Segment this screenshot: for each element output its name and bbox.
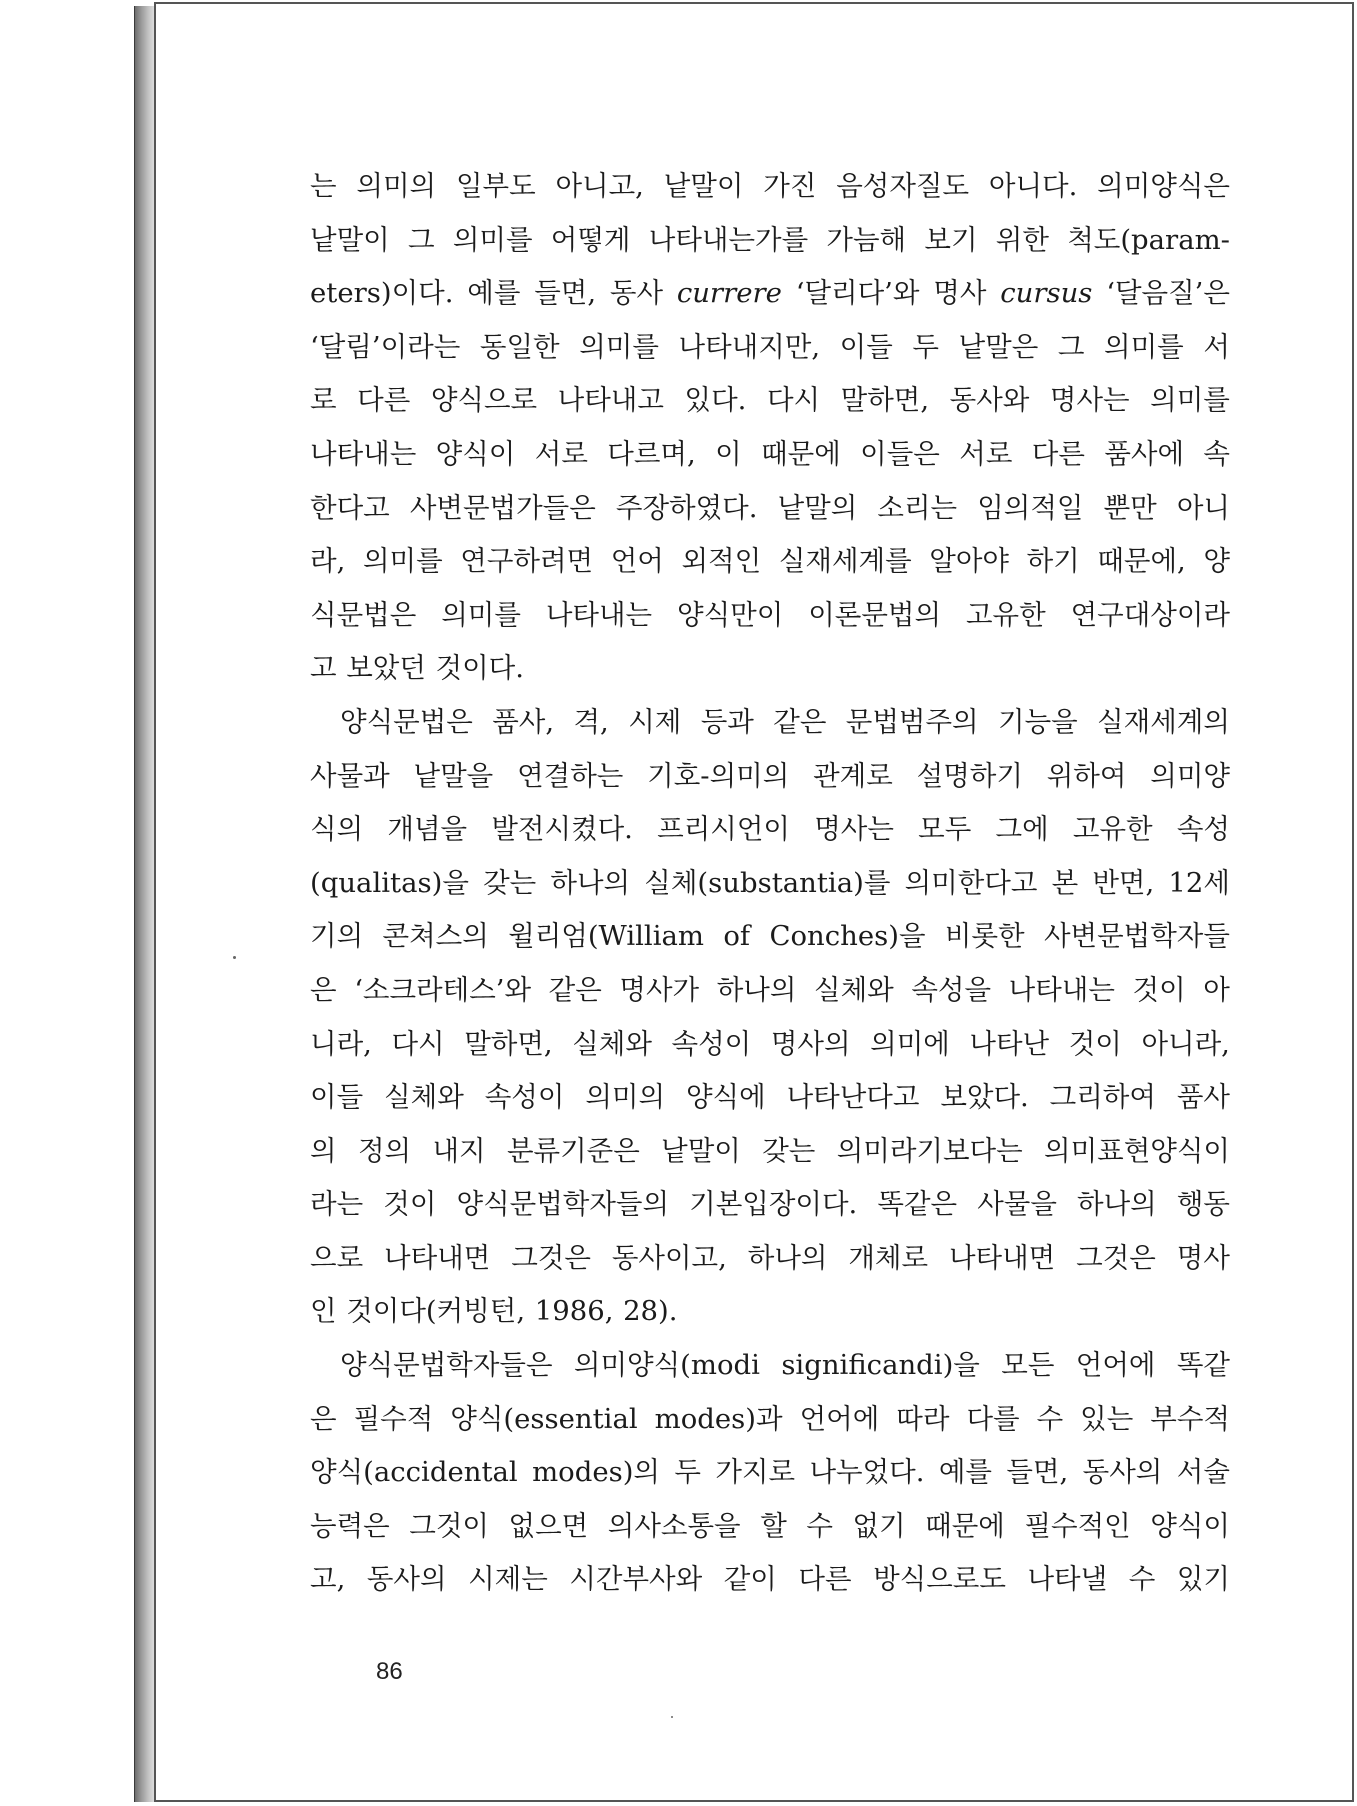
text-word: 연결하는 xyxy=(517,759,624,792)
text-word: 때문에 xyxy=(925,1509,1005,1542)
text-line xyxy=(310,696,1230,750)
text-word: 다시 xyxy=(391,1027,445,1060)
text-word: 의미를 xyxy=(362,545,443,578)
scan-speck xyxy=(233,956,236,959)
text-word: 으로 xyxy=(310,1241,364,1274)
text-word: 낱말이 xyxy=(310,223,390,256)
text-line xyxy=(310,1125,1230,1179)
text-word: 발전시켰다. xyxy=(491,813,633,846)
text-word: 것이 xyxy=(1068,1027,1122,1060)
text-word: (qualitas)을 xyxy=(310,866,469,899)
text-word: 낱말이 xyxy=(663,170,744,202)
text-line xyxy=(310,750,1230,804)
text-word: 고 xyxy=(310,652,337,685)
text-word: 의미양 xyxy=(1150,759,1230,792)
text-word: 비롯한 xyxy=(944,920,1025,953)
text-word: 동사이고, xyxy=(611,1241,727,1274)
text-word: 고유한 xyxy=(965,598,1046,631)
text-word: 로 xyxy=(310,384,337,417)
text-word: 같이 xyxy=(723,1563,777,1596)
text-word: 동사의 xyxy=(366,1563,447,1596)
text-word: 하나의 xyxy=(550,866,631,899)
text-word: 사물과 xyxy=(310,759,390,792)
text-word: 의미표현양식이 xyxy=(1044,1134,1230,1167)
text-word: 이들은 xyxy=(860,437,940,470)
text-word: 연구대상이라 xyxy=(1070,598,1230,631)
text-word: 들면, xyxy=(534,277,597,310)
text-word: 양식문법은 xyxy=(340,705,473,738)
text-word: 말하면, xyxy=(464,1027,553,1060)
text-word: 예를 xyxy=(938,1456,992,1489)
text-word: eters)이다. xyxy=(310,277,454,310)
text-word: 의미를 xyxy=(579,330,659,363)
text-word: 것이 xyxy=(1132,973,1186,1006)
text-line xyxy=(310,374,1230,428)
text-word: 아니고, xyxy=(555,170,644,202)
text-word: 나타내는 xyxy=(310,437,417,470)
text-word: 정의 xyxy=(357,1134,412,1167)
text-word: 그 xyxy=(1057,330,1085,363)
text-word: significandi)을 xyxy=(781,1349,980,1382)
text-line xyxy=(310,857,1230,911)
text-word: 나타내는 xyxy=(545,598,653,631)
text-word: 의 xyxy=(310,1134,337,1167)
text-line xyxy=(310,642,1230,696)
text-word: 동사와 xyxy=(949,384,1030,417)
text-word: 하기 xyxy=(1026,545,1080,578)
text-word: 실체와 xyxy=(814,973,894,1006)
text-word: 윌리엄(William xyxy=(508,920,704,953)
text-line xyxy=(310,964,1230,1018)
text-word: 양식문법학자들의 xyxy=(456,1188,670,1221)
text-word: 기의 xyxy=(310,920,364,953)
text-word: 명사가 xyxy=(619,973,700,1006)
text-word: 다르며, xyxy=(607,437,696,470)
text-word: ‘달림’이라는 xyxy=(310,330,461,363)
text-word: 그것은 xyxy=(1076,1241,1156,1274)
text-word: 연구하려면 xyxy=(460,545,594,578)
text-word: 알아야 xyxy=(929,545,1009,578)
text-word: 의미를 xyxy=(1150,384,1230,417)
text-word: 식의 xyxy=(310,813,364,846)
text-word: 나타내는 xyxy=(1008,973,1115,1006)
text-line xyxy=(310,1500,1230,1554)
text-word: 의미라기보다는 xyxy=(836,1134,1023,1167)
text-word: 콘쳐스의 xyxy=(382,920,489,953)
text-word: 나타내면 xyxy=(384,1241,491,1274)
text-word: 실체(substantia)를 xyxy=(644,866,891,899)
text-word: 두 xyxy=(674,1456,701,1489)
text-word: 양식이 xyxy=(435,437,516,470)
text-word: 동사의 xyxy=(1082,1456,1163,1489)
text-word: 아 xyxy=(1203,973,1230,1006)
text-word: 속성이 xyxy=(671,1027,752,1060)
text-word: 같은 xyxy=(548,973,602,1006)
text-word: 은 xyxy=(310,973,337,1006)
text-word: 개념을 xyxy=(387,813,468,846)
text-word: 따라 xyxy=(896,1402,950,1435)
text-word: 나타난 xyxy=(969,1027,1050,1060)
body-text xyxy=(310,160,1230,1607)
text-word: 언어에 xyxy=(1075,1349,1156,1382)
text-word: 이 xyxy=(715,437,742,470)
text-word: 명사는 xyxy=(814,813,894,846)
text-word: 임의적일 xyxy=(977,491,1084,524)
text-word: 동일한 xyxy=(479,330,560,363)
text-word: 다시 xyxy=(766,384,821,417)
text-word: 명사 xyxy=(933,277,987,310)
text-word: 낱말이 xyxy=(661,1134,741,1167)
text-word: 수 xyxy=(806,1509,833,1542)
text-word: 사물을 xyxy=(977,1188,1057,1221)
text-word: 기호-의미의 xyxy=(647,759,790,792)
text-word: ‘달음질’은 xyxy=(1106,277,1230,310)
text-word: 양식이 xyxy=(1150,1509,1230,1542)
text-word: 낱말의 xyxy=(777,491,858,524)
text-word: 가늠해 xyxy=(826,223,907,256)
text-word: 부수적 xyxy=(1150,1402,1230,1435)
text-word: 모두 xyxy=(918,813,972,846)
text-word: 나타내고 xyxy=(557,384,664,417)
text-word: 본 xyxy=(1051,866,1079,899)
text-line xyxy=(310,1446,1230,1500)
text-word: 의미를 xyxy=(1104,330,1184,363)
text-word: 반면, xyxy=(1092,866,1155,899)
text-word: 의미를 xyxy=(452,223,533,256)
page-number: 86 xyxy=(376,1658,403,1685)
text-word: 28). xyxy=(623,1295,678,1328)
text-word: 사변문법학자들 xyxy=(1043,920,1230,953)
text-word: 나누었다. xyxy=(809,1456,925,1489)
text-word: 모든 xyxy=(1001,1349,1055,1382)
text-word: 언어 xyxy=(610,545,664,578)
text-word: 다른 xyxy=(798,1563,852,1596)
text-word: modes)과 xyxy=(654,1402,783,1435)
text-word: 프리시언이 xyxy=(657,813,790,846)
text-word: 이들 xyxy=(310,1081,364,1114)
text-word: 기본입장이다. xyxy=(689,1188,858,1221)
text-word: 시간부사와 xyxy=(569,1563,703,1596)
text-word: 의미의 xyxy=(585,1081,666,1114)
text-word: 위한 xyxy=(995,223,1049,256)
text-word: 척도(param- xyxy=(1067,223,1230,256)
text-word: 는 xyxy=(310,170,337,202)
text-word: cursus xyxy=(1000,277,1093,310)
text-word: 의미양식(modi xyxy=(573,1349,760,1382)
text-word: 그 xyxy=(407,223,435,256)
text-word: 수 xyxy=(1128,1563,1156,1596)
text-word: 필수적 xyxy=(353,1402,434,1435)
text-word: 양식(accidental xyxy=(310,1456,518,1489)
text-word: 의미를 xyxy=(441,598,521,631)
text-word: 있는 xyxy=(1080,1402,1134,1435)
page-corner xyxy=(156,4,170,18)
text-word: 품사, xyxy=(492,705,555,738)
text-word: 양식(essential xyxy=(450,1402,638,1435)
text-word: 보았다. xyxy=(940,1081,1029,1114)
text-word: 낱말은 xyxy=(958,330,1039,363)
text-word: 1986, xyxy=(534,1295,614,1328)
text-word: 아니 xyxy=(1176,491,1230,524)
text-word: 그것은 xyxy=(511,1241,591,1274)
text-word: 들면, xyxy=(1006,1456,1069,1489)
text-word: 나타내면 xyxy=(948,1241,1056,1274)
text-line xyxy=(310,1232,1230,1286)
text-word: 명사의 xyxy=(770,1027,851,1060)
text-word: 주장하였다. xyxy=(615,491,758,524)
scan-speck xyxy=(671,1716,673,1718)
text-word: 등과 xyxy=(700,705,754,738)
text-word: 의미한다고 xyxy=(904,866,1038,899)
text-word: 것이 xyxy=(383,1188,437,1221)
text-word: 양식만이 xyxy=(677,598,784,631)
book-spine xyxy=(134,6,156,1802)
text-word: 실체와 xyxy=(384,1081,464,1114)
text-word: 나타내는가를 xyxy=(648,223,809,256)
text-word: 능력은 xyxy=(310,1509,390,1542)
text-word: of xyxy=(723,920,751,953)
text-word: 양식에 xyxy=(685,1081,766,1114)
text-line xyxy=(310,1393,1230,1447)
text-word: 문법범주의 xyxy=(845,705,979,738)
text-word: 나타낼 xyxy=(1027,1563,1108,1596)
text-line xyxy=(310,482,1230,536)
text-word: 아니다. xyxy=(988,170,1078,202)
text-word: 가진 xyxy=(763,170,817,202)
text-word: 갖는 xyxy=(762,1134,816,1167)
text-line xyxy=(310,1553,1230,1607)
text-line xyxy=(310,1285,1230,1339)
text-word: 서술 xyxy=(1176,1456,1230,1489)
text-line xyxy=(310,160,1230,214)
text-word: 있다. xyxy=(684,384,747,417)
text-word: 다를 xyxy=(966,1402,1020,1435)
text-word: 말하면, xyxy=(840,384,930,417)
text-word: 기능을 xyxy=(998,705,1078,738)
text-word: modes)의 xyxy=(532,1456,660,1489)
text-line xyxy=(310,428,1230,482)
text-line xyxy=(310,910,1230,964)
text-word: 하나의 xyxy=(1077,1188,1157,1221)
text-line xyxy=(310,321,1230,375)
text-word: 보았던 xyxy=(346,652,426,685)
text-word: 갖는 xyxy=(483,866,537,899)
text-word: 은 xyxy=(310,1402,337,1435)
text-word: 명사 xyxy=(1176,1241,1230,1274)
text-word: 속성이 xyxy=(484,1081,565,1114)
text-word: 때문에, xyxy=(1097,545,1186,578)
text-word: 이론문법의 xyxy=(808,598,942,631)
text-word: 속 xyxy=(1203,437,1230,470)
text-word: 하나의 xyxy=(747,1241,828,1274)
text-word: 실체와 xyxy=(572,1027,652,1060)
text-word: 보기 xyxy=(924,223,978,256)
text-word: 나타내지만, xyxy=(678,330,821,363)
text-word: 니라, xyxy=(310,1027,372,1060)
text-word: 의미에 xyxy=(870,1027,950,1060)
text-word: 그에 xyxy=(995,813,1049,846)
text-word: 같은 xyxy=(773,705,827,738)
text-line xyxy=(310,1339,1230,1393)
text-word: 외적인 xyxy=(681,545,762,578)
text-word: 실재세계의 xyxy=(1097,705,1230,738)
text-word: 동사 xyxy=(609,277,664,310)
text-word: 품사 xyxy=(1176,1081,1230,1114)
text-word: 소리는 xyxy=(877,491,958,524)
text-word: 양식문법학자들은 xyxy=(340,1349,553,1382)
text-word: 똑같은 xyxy=(877,1188,958,1221)
text-word: 수 xyxy=(1036,1402,1064,1435)
text-word: 그리하여 xyxy=(1049,1081,1156,1114)
text-word: 식문법은 xyxy=(310,598,417,631)
text-word: 명사는 xyxy=(1049,384,1130,417)
text-word: currere xyxy=(676,277,782,310)
text-word: 할 xyxy=(760,1509,787,1542)
text-line xyxy=(310,1018,1230,1072)
text-word: 때문에 xyxy=(761,437,841,470)
text-word: 양식으로 xyxy=(430,384,538,417)
text-word: 어떻게 xyxy=(550,223,631,256)
text-word: 양 xyxy=(1203,545,1230,578)
text-word: 속성 xyxy=(1176,813,1230,846)
text-word: 격, xyxy=(573,705,609,738)
text-word: 낱말을 xyxy=(413,759,494,792)
text-word: 관계로 xyxy=(813,759,893,792)
text-word: 서 xyxy=(1203,330,1230,363)
text-word: ‘소크라테스’와 xyxy=(354,973,532,1006)
text-word: 똑같 xyxy=(1176,1349,1230,1382)
text-word: 의미의 xyxy=(356,170,437,202)
text-word: 가지로 xyxy=(715,1456,796,1489)
text-word: 아니라, xyxy=(1141,1027,1230,1060)
text-word: 이들 xyxy=(839,330,893,363)
text-line xyxy=(310,1071,1230,1125)
text-word: 12세 xyxy=(1168,866,1230,899)
text-word: 한다고 xyxy=(310,491,390,524)
text-line xyxy=(310,214,1230,268)
text-word: 인 xyxy=(310,1295,337,1328)
text-word: 없기 xyxy=(852,1509,906,1542)
text-word: Conches)을 xyxy=(769,920,926,953)
text-word: 내지 xyxy=(432,1134,486,1167)
text-word: 필수적인 xyxy=(1024,1509,1131,1542)
text-word: ‘달리다’와 xyxy=(795,277,920,310)
text-word: 것이다(커빙턴, xyxy=(346,1295,526,1328)
text-word: 그것이 xyxy=(409,1509,489,1542)
text-line xyxy=(310,1178,1230,1232)
text-word: 다른 xyxy=(1031,437,1085,470)
text-word: 시제는 xyxy=(468,1563,548,1596)
text-word: 나타난다고 xyxy=(786,1081,920,1114)
text-word: 행동 xyxy=(1176,1188,1230,1221)
text-line xyxy=(310,589,1230,643)
text-word: 하나의 xyxy=(716,973,797,1006)
text-word: 의사소통을 xyxy=(607,1509,741,1542)
text-word: 라는 xyxy=(310,1188,364,1221)
text-word: 품사에 xyxy=(1104,437,1185,470)
text-word: 시제 xyxy=(628,705,682,738)
text-word: 라, xyxy=(310,545,346,578)
text-word: 예를 xyxy=(467,277,521,310)
text-line xyxy=(310,535,1230,589)
text-word: 없으면 xyxy=(508,1509,589,1542)
text-word: 속성을 xyxy=(911,973,992,1006)
text-word: 고유한 xyxy=(1072,813,1153,846)
text-word: 설명하기 xyxy=(916,759,1023,792)
text-word: 뿐만 xyxy=(1103,491,1157,524)
text-word: 다른 xyxy=(357,384,411,417)
text-line xyxy=(310,803,1230,857)
text-word: 의미양식은 xyxy=(1097,170,1230,202)
text-word: 고, xyxy=(310,1563,346,1596)
text-word: 것이다. xyxy=(435,652,524,685)
text-word: 실재세계를 xyxy=(778,545,912,578)
text-word: 언어에 xyxy=(799,1402,880,1435)
text-word: 있기 xyxy=(1176,1563,1230,1596)
text-word: 방식으로도 xyxy=(873,1563,1006,1596)
text-word: 음성자질도 xyxy=(836,170,970,202)
text-word: 일부도 xyxy=(455,170,536,202)
text-word: 사변문법가들은 xyxy=(409,491,596,524)
text-word: 서로 xyxy=(534,437,588,470)
text-word: 위하여 xyxy=(1046,759,1127,792)
text-word: 분류기준은 xyxy=(506,1134,640,1167)
text-word: 서로 xyxy=(959,437,1013,470)
text-line xyxy=(310,267,1230,321)
text-word: 개체로 xyxy=(848,1241,929,1274)
text-word: 두 xyxy=(912,330,939,363)
